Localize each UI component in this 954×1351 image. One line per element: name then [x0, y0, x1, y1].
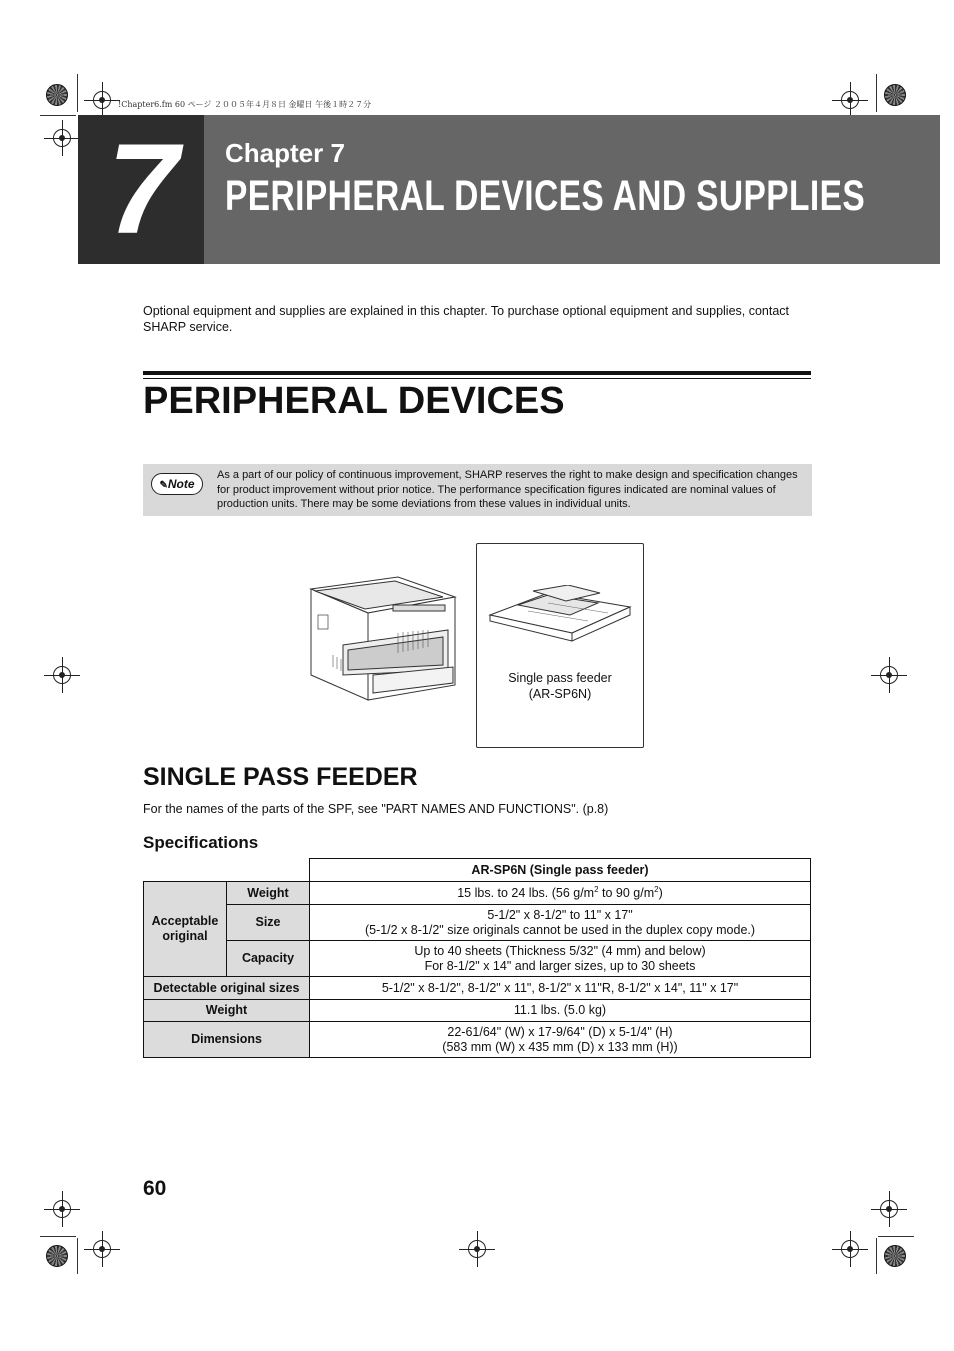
row-label: Weight: [144, 1000, 310, 1022]
table-corner-cell: [144, 859, 310, 882]
pencil-icon: ✎: [159, 480, 168, 491]
table-row: [144, 905, 811, 941]
crosshair-icon: [841, 91, 859, 109]
cell-line: (5-1/2 x 8-1/2" size originals cannot be used in the duplex copy mode.): [364, 922, 756, 937]
row-label: Size: [227, 905, 310, 941]
single-pass-feeder-illustration: [488, 585, 633, 645]
copier-illustration: [303, 575, 463, 705]
weight-value-part: 15 lbs. to 24 lbs. (56 g/m: [457, 885, 595, 900]
crop-line: [40, 1236, 76, 1237]
table-cell: [310, 1022, 811, 1058]
table-row: [144, 882, 811, 905]
table-cell: [310, 941, 811, 977]
crosshair-icon: [93, 91, 111, 109]
chapter-label: Chapter 7: [225, 138, 345, 168]
table-cell: [310, 882, 811, 905]
section-rule: [143, 371, 811, 375]
note-text: As a part of our policy of continuous improvement, SHARP reserves the right to make design and specification changes for product improvement without prior notice. The performance specification figures indicated are nominal values of production units. There may be some deviations from these values in individual units.: [217, 469, 798, 510]
row-label: Capacity: [227, 941, 310, 977]
feeder-caption-name: Single pass feeder: [508, 671, 612, 685]
table-cell: 11.1 lbs. (5.0 kg): [310, 1000, 811, 1022]
table-cell: [310, 905, 811, 941]
intro-text: Optional equipment and supplies are explained in this chapter. To purchase optional equipment and supplies, contact SHARP service.: [143, 304, 790, 334]
specifications-table: [143, 858, 811, 1058]
superscript: 2: [594, 884, 599, 894]
cell-line: For 8-1/2" x 14" and larger sizes, up to 30 sheets: [424, 958, 696, 973]
row-label: Weight: [227, 882, 310, 905]
cell-line: 5-1/2" x 8-1/2" to 11" x 17": [487, 907, 633, 922]
registration-disc-icon: [46, 84, 68, 106]
row-label: Dimensions: [144, 1022, 310, 1058]
crosshair-icon: [841, 1240, 859, 1258]
table-row: [144, 977, 811, 1000]
crosshair-icon: [880, 666, 898, 684]
section-title: PERIPHERAL DEVICES: [143, 380, 565, 422]
weight-value-part: ): [658, 885, 663, 900]
row-label: Detectable original sizes: [144, 977, 310, 1000]
crop-line: [876, 1238, 877, 1274]
superscript: 2: [654, 884, 659, 894]
row-group-label: Acceptable original: [144, 882, 227, 977]
crosshair-icon: [53, 666, 71, 684]
table-row: [144, 1000, 811, 1022]
cell-line: Up to 40 sheets (Thickness 5/32" (4 mm) and below): [414, 943, 706, 958]
note-badge: [151, 473, 203, 495]
spf-description: For the names of the parts of the SPF, see "PART NAMES AND FUNCTIONS". (p.8): [143, 802, 609, 816]
registration-disc-icon: [884, 84, 906, 106]
feeder-caption-model: (AR-SP6N): [528, 687, 592, 701]
feeder-caption: [476, 670, 644, 702]
registration-disc-icon: [884, 1245, 906, 1267]
crosshair-icon: [53, 1200, 71, 1218]
print-header: !Chapter6.fm 60 ページ ２００５年４月８日 金曜日 午後１時２７分: [118, 100, 372, 109]
crosshair-icon: [468, 1240, 486, 1258]
cell-line: 22-61/64" (W) x 17-9/64" (D) x 5-1/4" (H): [447, 1024, 673, 1039]
crosshair-icon: [880, 1200, 898, 1218]
column-header: AR-SP6N (Single pass feeder): [310, 859, 811, 882]
table-row: [144, 941, 811, 977]
crop-line: [40, 115, 76, 116]
chapter-title: PERIPHERAL DEVICES AND SUPPLIES: [225, 172, 866, 220]
crop-line: [77, 1238, 78, 1274]
registration-disc-icon: [46, 1245, 68, 1267]
crosshair-icon: [93, 1240, 111, 1258]
crop-line: [878, 1236, 914, 1237]
cell-line: (583 mm (W) x 435 mm (D) x 133 mm (H)): [442, 1039, 678, 1054]
spf-heading: SINGLE PASS FEEDER: [143, 763, 418, 791]
table-cell: 5-1/2" x 8-1/2", 8-1/2" x 11", 8-1/2" x 11"R, 8-1/2" x 14", 11" x 17": [310, 977, 811, 1000]
crop-line: [77, 74, 78, 112]
crop-line: [876, 74, 877, 112]
page-number: 60: [143, 1177, 167, 1200]
note-badge-label: Note: [167, 477, 195, 491]
table-row: [144, 1022, 811, 1058]
crosshair-icon: [53, 129, 71, 147]
section-rule: [143, 378, 811, 379]
specifications-heading: Specifications: [143, 833, 259, 852]
feeder-figure-box: [476, 543, 644, 748]
chapter-number: 7: [107, 118, 175, 261]
table-row: [144, 859, 811, 882]
weight-value-part: to 90 g/m: [598, 885, 655, 900]
